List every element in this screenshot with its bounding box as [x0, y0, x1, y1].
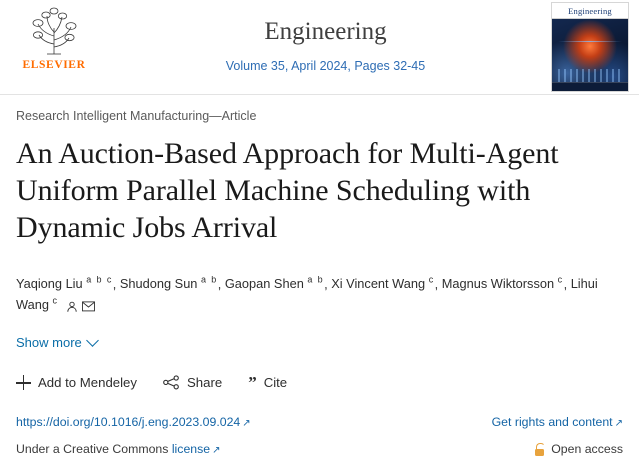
external-link-icon: ↗: [242, 418, 251, 430]
chevron-down-icon: [86, 335, 99, 348]
author-affiliation-marker[interactable]: a b: [307, 274, 325, 285]
author-item[interactable]: [331, 276, 434, 291]
cover-title: Engineering: [552, 3, 628, 19]
quote-icon: ”: [248, 373, 257, 393]
author-affiliation-marker[interactable]: a b: [200, 274, 218, 285]
author-item[interactable]: [16, 276, 113, 291]
corresponding-author-icons: [62, 295, 95, 316]
journal-cover-image: [551, 2, 629, 92]
show-more-label: Show more: [16, 335, 82, 351]
journal-title[interactable]: Engineering: [264, 18, 387, 45]
author-affiliation-marker[interactable]: c: [52, 296, 59, 307]
doi-link[interactable]: [16, 415, 251, 429]
author-sep: ,: [112, 275, 120, 291]
journal-issue-line[interactable]: Volume 35, April 2024, Pages 32-45: [225, 58, 426, 73]
journal-info: [100, 0, 551, 73]
author-sep: ,: [434, 275, 442, 291]
license-link-text: license: [171, 442, 211, 457]
author-sep: ,: [324, 275, 332, 291]
share-label: Share: [186, 375, 223, 391]
article-title: An Auction-Based Approach for Multi-Agent Uniform Parallel Machine Scheduling with Dynamic Jobs Arrival: [16, 137, 559, 244]
article-actions: [16, 374, 623, 391]
open-access-label: Open access: [551, 442, 623, 457]
share-icon: [163, 375, 180, 390]
envelope-icon[interactable]: [82, 301, 95, 312]
add-to-mendeley-label: Add to Mendeley: [38, 375, 137, 391]
author-sep: ,: [217, 275, 225, 291]
author-name: Yaqiong Liu: [16, 275, 83, 291]
author-affiliation-marker[interactable]: c: [428, 274, 435, 285]
elsevier-wordmark: ELSEVIER: [22, 59, 86, 71]
external-link-icon: ↗: [212, 445, 221, 457]
journal-header: [0, 0, 639, 95]
rights-text: Get rights and content: [491, 415, 613, 430]
cite-button[interactable]: [248, 374, 287, 391]
doi-text: https://doi.org/10.1016/j.eng.2023.09.024: [16, 415, 241, 430]
get-rights-and-content-link[interactable]: [492, 415, 623, 429]
journal-cover[interactable]: [551, 2, 629, 92]
author-sep: ,: [563, 275, 571, 291]
elsevier-tree-logo-icon: [23, 6, 85, 58]
author-name: Magnus Wiktorsson: [441, 275, 555, 291]
article-type: Research Intelligent Manufacturing—Article: [16, 109, 257, 123]
open-lock-icon: [534, 443, 545, 456]
license-prefix: Under a Creative Commons: [16, 442, 169, 457]
links-row: [16, 415, 623, 429]
author-item[interactable]: [120, 276, 218, 291]
author-item[interactable]: [442, 276, 564, 291]
share-button[interactable]: [163, 375, 222, 390]
author-name: Gaopan Shen: [224, 275, 304, 291]
license-link[interactable]: [172, 442, 221, 456]
add-to-mendeley-button[interactable]: [16, 375, 137, 390]
plus-icon: [16, 375, 31, 390]
author-name: Xi Vincent Wang: [331, 275, 426, 291]
author-affiliation-marker[interactable]: a b c: [86, 274, 113, 285]
show-more-toggle[interactable]: [16, 335, 97, 350]
open-access-badge: [534, 442, 623, 456]
author-list: [16, 273, 623, 317]
license-text-group: [16, 442, 221, 456]
cover-artwork: [552, 19, 628, 91]
cite-label: Cite: [263, 375, 288, 391]
person-icon[interactable]: [66, 301, 78, 313]
external-link-icon: ↗: [614, 418, 623, 430]
author-item[interactable]: [225, 276, 324, 291]
cover-footer-band: [552, 82, 628, 91]
author-name: Lihui Wang: [16, 275, 598, 313]
article-body: [0, 109, 639, 456]
author-affiliation-marker[interactable]: c: [557, 274, 564, 285]
author-name: Shudong Sun: [119, 275, 198, 291]
license-row: [16, 442, 623, 456]
elsevier-logo[interactable]: [0, 0, 100, 71]
